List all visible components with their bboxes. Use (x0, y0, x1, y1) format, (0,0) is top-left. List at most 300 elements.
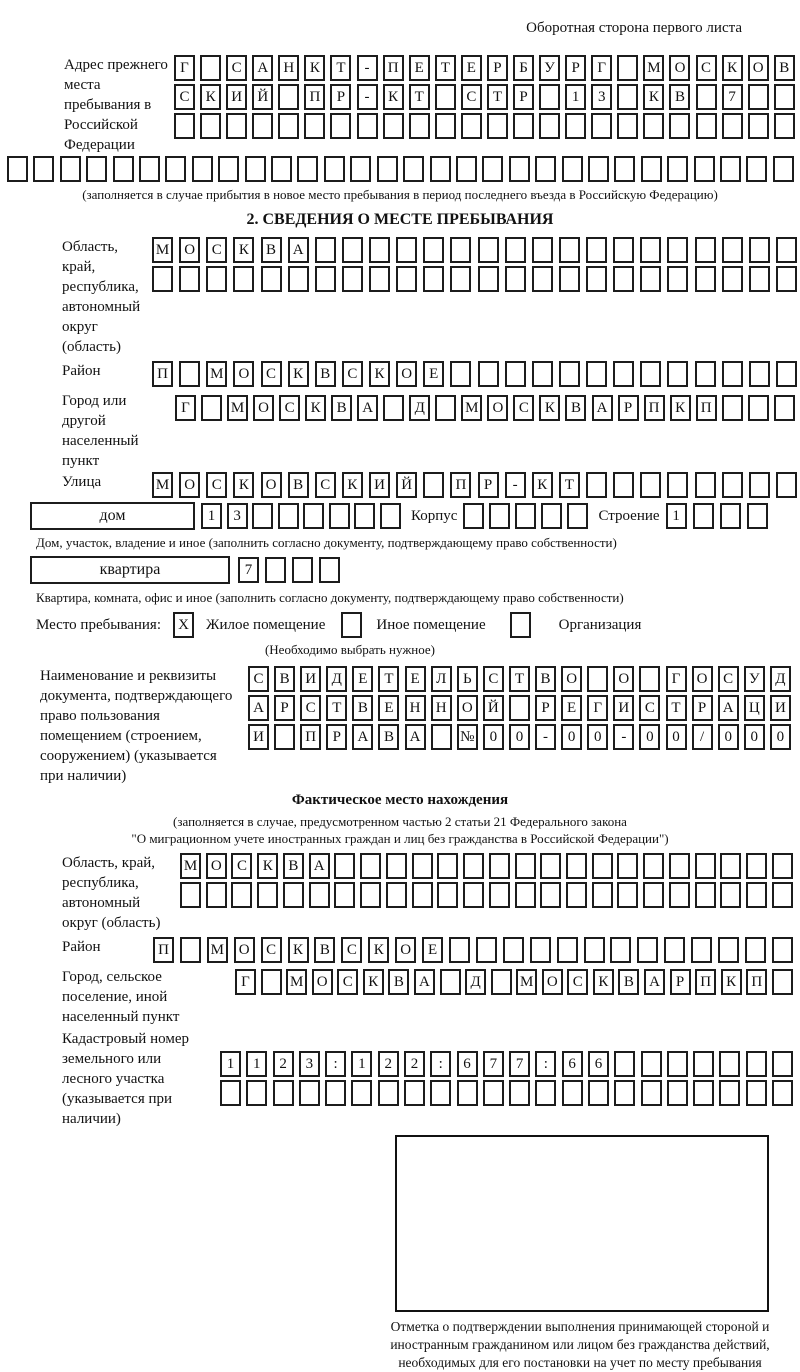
char-box[interactable] (640, 472, 661, 498)
char-box[interactable]: К (383, 84, 404, 110)
char-box[interactable]: А (357, 395, 378, 421)
char-box[interactable]: Е (423, 361, 444, 387)
char-box[interactable]: В (314, 937, 335, 963)
char-box[interactable]: М (152, 472, 173, 498)
char-box[interactable] (610, 937, 631, 963)
char-box[interactable] (350, 156, 371, 182)
char-box[interactable]: К (305, 395, 326, 421)
char-box[interactable] (505, 361, 526, 387)
char-box[interactable] (482, 156, 503, 182)
char-box[interactable]: О (669, 55, 690, 81)
char-box[interactable] (113, 156, 134, 182)
char-box[interactable] (613, 472, 634, 498)
char-box[interactable]: А (252, 55, 273, 81)
char-box[interactable] (748, 84, 769, 110)
char-box[interactable]: К (288, 937, 309, 963)
char-box[interactable]: А (644, 969, 665, 995)
char-box[interactable] (329, 503, 350, 529)
char-box[interactable] (748, 113, 769, 139)
char-box[interactable] (749, 266, 770, 292)
char-box[interactable] (180, 882, 201, 908)
char-box[interactable] (591, 113, 612, 139)
char-box[interactable] (720, 156, 741, 182)
char-box[interactable] (315, 266, 336, 292)
char-box[interactable] (530, 937, 551, 963)
char-box[interactable]: М (152, 237, 173, 263)
char-box[interactable] (745, 937, 766, 963)
char-box[interactable] (746, 1080, 767, 1106)
char-box[interactable]: В (618, 969, 639, 995)
char-box[interactable] (667, 266, 688, 292)
char-box[interactable]: С (315, 472, 336, 498)
char-box[interactable] (557, 937, 578, 963)
char-box[interactable]: 0 (639, 724, 660, 750)
char-box[interactable]: С (206, 237, 227, 263)
char-box[interactable] (695, 266, 716, 292)
char-box[interactable] (489, 882, 510, 908)
char-box[interactable]: О (457, 695, 478, 721)
char-box[interactable] (617, 113, 638, 139)
char-box[interactable]: Д (409, 395, 430, 421)
char-box[interactable]: В (388, 969, 409, 995)
char-box[interactable] (614, 1051, 635, 1077)
char-box[interactable]: - (357, 84, 378, 110)
char-box[interactable]: В (283, 853, 304, 879)
char-box[interactable] (639, 666, 660, 692)
char-box[interactable] (180, 937, 201, 963)
char-box[interactable] (559, 237, 580, 263)
char-box[interactable] (587, 666, 608, 692)
char-box[interactable]: Й (252, 84, 273, 110)
char-box[interactable] (386, 853, 407, 879)
char-box[interactable] (588, 1080, 609, 1106)
char-box[interactable] (772, 969, 793, 995)
char-box[interactable]: С (261, 937, 282, 963)
char-box[interactable] (369, 237, 390, 263)
char-box[interactable] (592, 882, 613, 908)
char-box[interactable]: Г (591, 55, 612, 81)
char-box[interactable] (60, 156, 81, 182)
char-box[interactable] (667, 1080, 688, 1106)
char-box[interactable] (450, 237, 471, 263)
flat-type-box[interactable]: квартира (30, 556, 230, 584)
char-box[interactable] (200, 55, 221, 81)
char-box[interactable]: О (395, 937, 416, 963)
char-box[interactable] (505, 266, 526, 292)
char-box[interactable] (640, 237, 661, 263)
char-box[interactable]: Р (618, 395, 639, 421)
char-box[interactable] (463, 882, 484, 908)
char-box[interactable]: 7 (238, 557, 259, 583)
char-box[interactable] (491, 969, 512, 995)
char-box[interactable] (435, 113, 456, 139)
char-box[interactable]: И (226, 84, 247, 110)
char-box[interactable]: Н (405, 695, 426, 721)
char-box[interactable] (722, 266, 743, 292)
char-box[interactable]: М (516, 969, 537, 995)
char-box[interactable]: Е (561, 695, 582, 721)
char-box[interactable]: Т (378, 666, 399, 692)
char-box[interactable]: 2 (378, 1051, 399, 1077)
char-box[interactable] (461, 113, 482, 139)
char-box[interactable]: К (593, 969, 614, 995)
char-box[interactable]: М (461, 395, 482, 421)
char-box[interactable]: К (670, 395, 691, 421)
char-box[interactable] (378, 1080, 399, 1106)
char-box[interactable] (297, 156, 318, 182)
char-box[interactable] (539, 113, 560, 139)
char-box[interactable]: А (288, 237, 309, 263)
char-box[interactable] (476, 937, 497, 963)
char-box[interactable]: Н (278, 55, 299, 81)
char-box[interactable] (245, 156, 266, 182)
char-box[interactable] (292, 557, 313, 583)
char-box[interactable] (233, 266, 254, 292)
char-box[interactable] (746, 156, 767, 182)
char-box[interactable]: О (613, 666, 634, 692)
char-box[interactable]: К (369, 361, 390, 387)
char-box[interactable]: Г (175, 395, 196, 421)
char-box[interactable]: Е (405, 666, 426, 692)
char-box[interactable]: Б (513, 55, 534, 81)
char-box[interactable]: П (300, 724, 321, 750)
char-box[interactable]: О (692, 666, 713, 692)
char-box[interactable]: 2 (404, 1051, 425, 1077)
char-box[interactable] (278, 113, 299, 139)
char-box[interactable] (315, 237, 336, 263)
char-box[interactable]: С (461, 84, 482, 110)
char-box[interactable]: У (744, 666, 765, 692)
char-box[interactable] (354, 503, 375, 529)
char-box[interactable] (696, 84, 717, 110)
char-box[interactable] (695, 882, 716, 908)
char-box[interactable] (586, 266, 607, 292)
char-box[interactable] (487, 113, 508, 139)
char-box[interactable]: Р (478, 472, 499, 498)
char-box[interactable]: Г (235, 969, 256, 995)
char-box[interactable] (643, 113, 664, 139)
char-box[interactable] (383, 113, 404, 139)
char-box[interactable] (567, 503, 588, 529)
char-box[interactable] (693, 1051, 714, 1077)
char-box[interactable] (667, 1051, 688, 1077)
char-box[interactable] (722, 472, 743, 498)
char-box[interactable] (691, 937, 712, 963)
char-box[interactable]: П (696, 395, 717, 421)
char-box[interactable] (450, 361, 471, 387)
char-box[interactable] (274, 724, 295, 750)
char-box[interactable]: И (613, 695, 634, 721)
char-box[interactable]: : (325, 1051, 346, 1077)
char-box[interactable] (641, 1080, 662, 1106)
char-box[interactable] (640, 266, 661, 292)
char-box[interactable]: К (304, 55, 325, 81)
char-box[interactable]: О (253, 395, 274, 421)
char-box[interactable]: И (369, 472, 390, 498)
char-box[interactable]: 0 (666, 724, 687, 750)
char-box[interactable] (722, 361, 743, 387)
char-box[interactable]: О (561, 666, 582, 692)
char-box[interactable] (33, 156, 54, 182)
char-box[interactable] (478, 266, 499, 292)
char-box[interactable] (449, 937, 470, 963)
char-box[interactable] (342, 266, 363, 292)
char-box[interactable] (584, 937, 605, 963)
char-box[interactable] (748, 395, 769, 421)
char-box[interactable] (383, 395, 404, 421)
char-box[interactable]: Е (409, 55, 430, 81)
char-box[interactable]: В (774, 55, 795, 81)
char-box[interactable]: С (231, 853, 252, 879)
char-box[interactable] (669, 853, 690, 879)
char-box[interactable] (532, 361, 553, 387)
char-box[interactable] (776, 361, 797, 387)
char-box[interactable]: 7 (509, 1051, 530, 1077)
char-box[interactable] (776, 472, 797, 498)
char-box[interactable] (667, 237, 688, 263)
char-box[interactable] (617, 84, 638, 110)
char-box[interactable]: Р (670, 969, 691, 995)
char-box[interactable]: С (696, 55, 717, 81)
char-box[interactable] (435, 84, 456, 110)
char-box[interactable] (334, 882, 355, 908)
char-box[interactable] (386, 882, 407, 908)
char-box[interactable] (456, 156, 477, 182)
char-box[interactable] (246, 1080, 267, 1106)
char-box[interactable]: С (300, 695, 321, 721)
char-box[interactable] (7, 156, 28, 182)
char-box[interactable]: П (304, 84, 325, 110)
char-box[interactable] (667, 156, 688, 182)
char-box[interactable] (586, 472, 607, 498)
char-box[interactable]: О (261, 472, 282, 498)
char-box[interactable] (515, 882, 536, 908)
char-box[interactable]: Т (409, 84, 430, 110)
char-box[interactable] (693, 1080, 714, 1106)
char-box[interactable] (532, 237, 553, 263)
char-box[interactable] (515, 503, 536, 529)
char-box[interactable]: В (352, 695, 373, 721)
char-box[interactable]: 6 (562, 1051, 583, 1077)
char-box[interactable] (718, 937, 739, 963)
char-box[interactable] (722, 237, 743, 263)
char-box[interactable] (325, 1080, 346, 1106)
char-box[interactable]: Р (565, 55, 586, 81)
char-box[interactable] (478, 361, 499, 387)
char-box[interactable] (174, 113, 195, 139)
char-box[interactable]: - (613, 724, 634, 750)
char-box[interactable] (360, 882, 381, 908)
char-box[interactable]: А (718, 695, 739, 721)
char-box[interactable] (165, 156, 186, 182)
char-box[interactable] (695, 853, 716, 879)
char-box[interactable] (342, 237, 363, 263)
char-box[interactable]: 3 (227, 503, 248, 529)
char-box[interactable] (588, 156, 609, 182)
char-box[interactable]: А (248, 695, 269, 721)
char-box[interactable] (457, 1080, 478, 1106)
char-box[interactable]: Г (587, 695, 608, 721)
char-box[interactable]: И (248, 724, 269, 750)
char-box[interactable]: С (342, 361, 363, 387)
char-box[interactable] (431, 724, 452, 750)
char-box[interactable] (719, 1051, 740, 1077)
char-box[interactable] (226, 113, 247, 139)
char-box[interactable]: И (770, 695, 791, 721)
char-box[interactable] (86, 156, 107, 182)
char-box[interactable] (304, 113, 325, 139)
char-box[interactable]: В (378, 724, 399, 750)
char-box[interactable]: С (639, 695, 660, 721)
char-box[interactable] (440, 969, 461, 995)
char-box[interactable]: К (643, 84, 664, 110)
char-box[interactable]: О (487, 395, 508, 421)
char-box[interactable] (412, 882, 433, 908)
char-box[interactable] (423, 237, 444, 263)
char-box[interactable]: А (592, 395, 613, 421)
char-box[interactable]: - (535, 724, 556, 750)
char-box[interactable] (503, 937, 524, 963)
char-box[interactable]: П (644, 395, 665, 421)
char-box[interactable] (613, 237, 634, 263)
char-box[interactable]: С (174, 84, 195, 110)
char-box[interactable] (643, 853, 664, 879)
char-box[interactable]: Л (431, 666, 452, 692)
char-box[interactable]: Д (465, 969, 486, 995)
char-box[interactable]: О (542, 969, 563, 995)
char-box[interactable]: / (692, 724, 713, 750)
char-box[interactable] (283, 882, 304, 908)
char-box[interactable] (450, 266, 471, 292)
char-box[interactable] (220, 1080, 241, 1106)
char-box[interactable]: В (288, 472, 309, 498)
char-box[interactable]: С (513, 395, 534, 421)
char-box[interactable]: Н (431, 695, 452, 721)
char-box[interactable]: С (341, 937, 362, 963)
char-box[interactable]: К (233, 472, 254, 498)
char-box[interactable] (513, 113, 534, 139)
char-box[interactable] (637, 937, 658, 963)
char-box[interactable]: К (363, 969, 384, 995)
char-box[interactable]: У (539, 55, 560, 81)
char-box[interactable]: - (505, 472, 526, 498)
char-box[interactable] (334, 853, 355, 879)
char-box[interactable]: Р (274, 695, 295, 721)
char-box[interactable] (261, 266, 282, 292)
char-box[interactable]: 1 (666, 503, 687, 529)
char-box[interactable] (330, 113, 351, 139)
char-box[interactable] (288, 266, 309, 292)
char-box[interactable]: О (312, 969, 333, 995)
char-box[interactable] (278, 84, 299, 110)
char-box[interactable]: 1 (220, 1051, 241, 1077)
char-box[interactable] (749, 237, 770, 263)
char-box[interactable]: К (200, 84, 221, 110)
char-box[interactable] (641, 156, 662, 182)
char-box[interactable] (667, 472, 688, 498)
char-box[interactable] (435, 395, 456, 421)
char-box[interactable]: Т (435, 55, 456, 81)
char-box[interactable] (478, 237, 499, 263)
char-box[interactable]: С (483, 666, 504, 692)
char-box[interactable]: Ц (744, 695, 765, 721)
char-box[interactable] (483, 1080, 504, 1106)
char-box[interactable] (772, 937, 793, 963)
char-box[interactable]: Й (396, 472, 417, 498)
char-box[interactable] (774, 395, 795, 421)
char-box[interactable]: С (718, 666, 739, 692)
char-box[interactable]: К (721, 969, 742, 995)
char-box[interactable]: М (227, 395, 248, 421)
char-box[interactable] (617, 55, 638, 81)
char-box[interactable] (693, 503, 714, 529)
char-box[interactable] (423, 472, 444, 498)
char-box[interactable]: С (206, 472, 227, 498)
char-box[interactable]: К (539, 395, 560, 421)
char-box[interactable]: Р (487, 55, 508, 81)
char-box[interactable] (617, 853, 638, 879)
char-box[interactable] (231, 882, 252, 908)
char-box[interactable]: О (396, 361, 417, 387)
char-box[interactable]: В (274, 666, 295, 692)
char-box[interactable] (774, 84, 795, 110)
char-box[interactable] (463, 503, 484, 529)
char-box[interactable] (509, 695, 530, 721)
char-box[interactable] (664, 937, 685, 963)
char-box[interactable]: Р (535, 695, 556, 721)
char-box[interactable]: 7 (483, 1051, 504, 1077)
char-box[interactable]: Ь (457, 666, 478, 692)
char-box[interactable]: 1 (246, 1051, 267, 1077)
char-box[interactable] (720, 882, 741, 908)
char-box[interactable]: Т (330, 55, 351, 81)
char-box[interactable] (540, 853, 561, 879)
char-box[interactable]: К (342, 472, 363, 498)
char-box[interactable] (201, 395, 222, 421)
char-box[interactable]: 3 (591, 84, 612, 110)
char-box[interactable]: Т (509, 666, 530, 692)
char-box[interactable] (696, 113, 717, 139)
char-box[interactable] (667, 361, 688, 387)
char-box[interactable] (515, 853, 536, 879)
char-box[interactable]: В (535, 666, 556, 692)
char-box[interactable] (206, 882, 227, 908)
char-box[interactable] (463, 853, 484, 879)
char-box[interactable]: С (337, 969, 358, 995)
char-box[interactable] (772, 1051, 793, 1077)
char-box[interactable]: Т (487, 84, 508, 110)
char-box[interactable] (562, 156, 583, 182)
char-box[interactable]: С (226, 55, 247, 81)
char-box[interactable]: П (695, 969, 716, 995)
char-box[interactable]: М (206, 361, 227, 387)
char-box[interactable]: С (567, 969, 588, 995)
char-box[interactable] (299, 1080, 320, 1106)
char-box[interactable] (369, 266, 390, 292)
char-box[interactable]: А (414, 969, 435, 995)
char-box[interactable]: О (206, 853, 227, 879)
char-box[interactable]: 1 (565, 84, 586, 110)
char-box[interactable] (273, 1080, 294, 1106)
char-box[interactable]: О (234, 937, 255, 963)
char-box[interactable]: Р (513, 84, 534, 110)
char-box[interactable] (643, 882, 664, 908)
char-box[interactable] (776, 266, 797, 292)
char-box[interactable]: 0 (718, 724, 739, 750)
char-box[interactable] (669, 113, 690, 139)
char-box[interactable] (774, 113, 795, 139)
char-box[interactable]: К (722, 55, 743, 81)
